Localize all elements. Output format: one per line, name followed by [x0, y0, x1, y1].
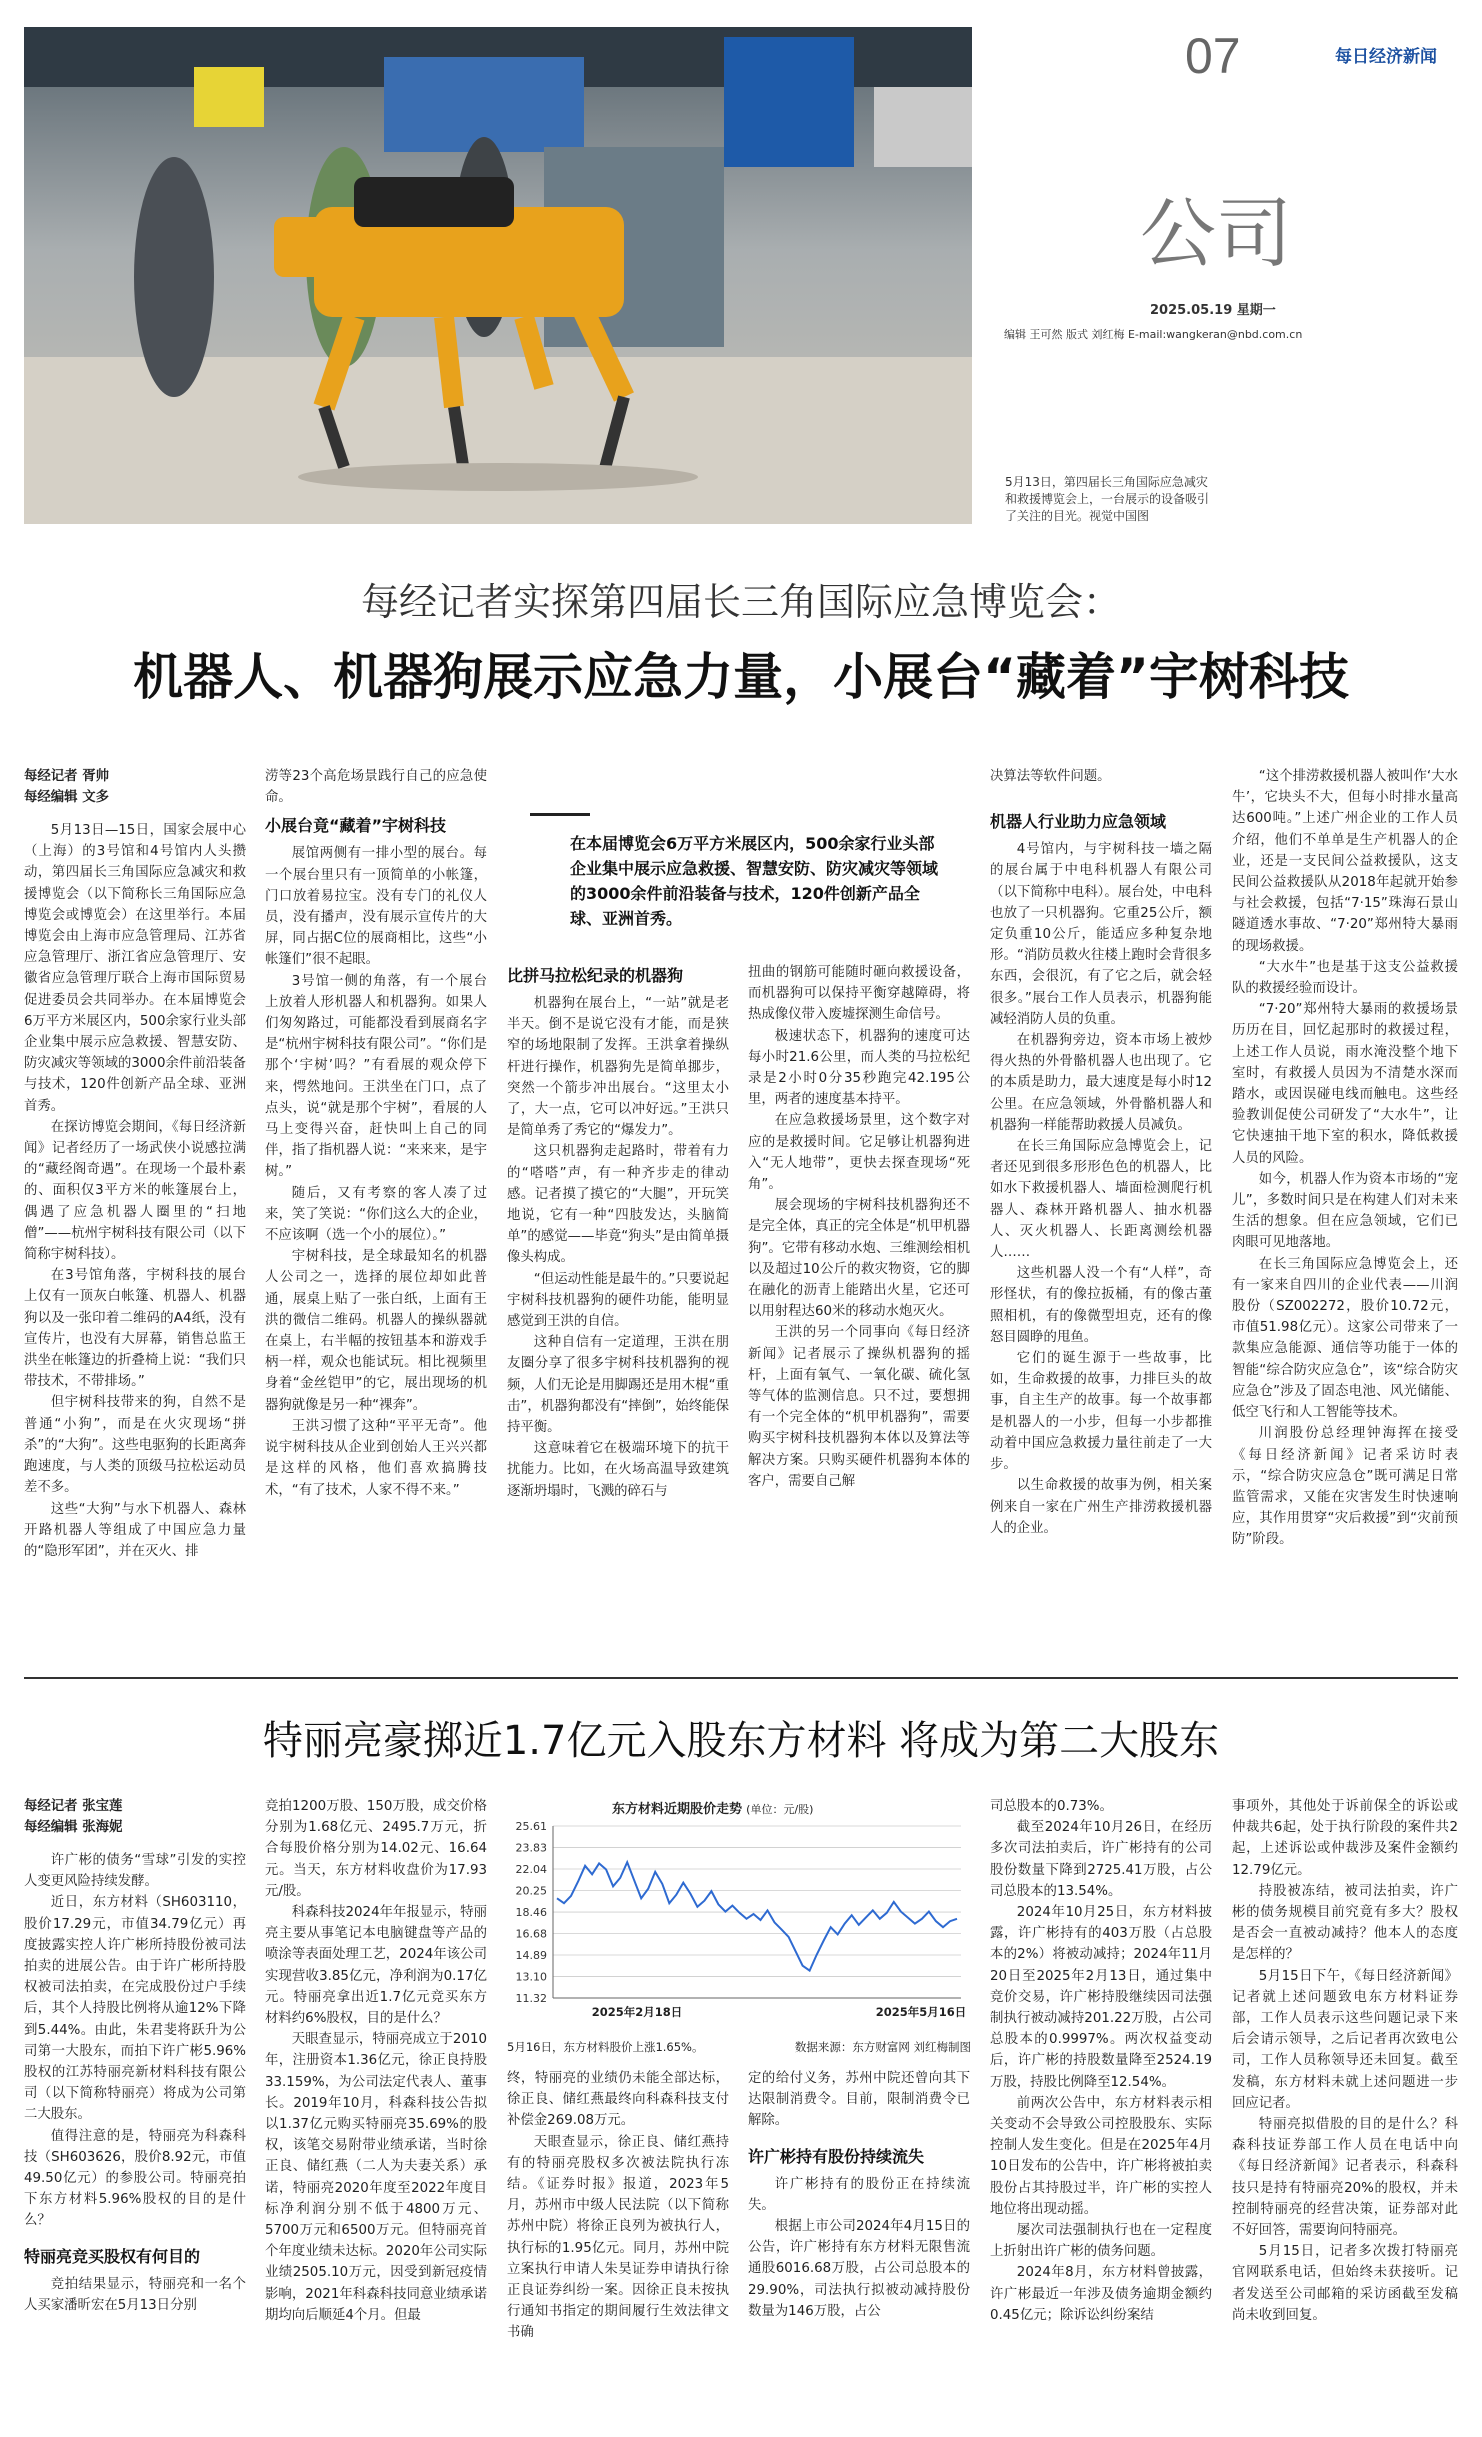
pull-quote: [530, 813, 950, 943]
chart-source: 数据来源：东方财富网 刘红梅制图: [794, 2040, 971, 2054]
paragraph: 这种自信有一定道理，王洪在朋友圈分享了很多宇树科技机器狗的视频，人们无论是用脚踢还是用木棍“重击”，机器狗都没有“摔倒”，始终能保持平衡。: [507, 1335, 729, 1436]
paragraph: 竞拍结果显示，特丽亮和一名个人买家潘昕宏在5月13日分别: [24, 2276, 246, 2313]
paragraph: 前两次公告中，东方材料表示相关变动不会导致公司控股股东、实际控制人发生变化。但是在2025年4月10日发布的公告中，许广彬将被拍卖股份占其持股过半，许广彬的实控人地位将出现动摇。: [990, 2095, 1212, 2217]
a1-col-4: [748, 962, 970, 1641]
paragraph: 终，特丽亮的业绩仍未能全部达标，徐正良、储红燕最终向科森科技支付补偿金269.08万元。: [507, 2071, 729, 2129]
y-tick-label: 20.25: [515, 1884, 547, 1898]
article1-headline: 机器人、机器狗展示应急力量，小展台“藏着”宇树科技: [133, 648, 1349, 706]
paragraph: 天眼查显示，徐正良、储红燕持有的特丽亮股权多次被法院执行冻结。《证券时报》报道，2023年5月，苏州市中级人民法院（以下简称苏州中院）将徐正良列为被执行人，执行标的1.95亿元。同月，苏州中院立案执行申请人朱昊证券申请执行徐正良证券纠纷一案。因徐正良未按执行通知书指定的期间履行生效法律文书确: [507, 2134, 729, 2341]
section-divider: [24, 1677, 1458, 1679]
article2-headline: 特丽亮豪掷近1.7亿元入股东方材料 将成为第二大股东: [262, 1718, 1220, 1764]
paragraph: 在机器狗旁边，资本市场上被炒得火热的外骨骼机器人也出现了。它的本质是助力，最大速度是每小时12公里。在应急领域，外骨骼机器人和机器狗一样能帮助救援人员减负。: [990, 1033, 1212, 1133]
paragraph: 许广彬的债务“雪球”引发的实控人变更风险持续发酵。: [24, 1853, 246, 1890]
expo-photo: [24, 27, 972, 524]
a2-subhead-2: 许广彬持有股份持续流失: [748, 2146, 925, 2166]
paragraph: 以生命救援的故事为例，相关案例来自一家在广州生产排涝救援机器人的企业。: [990, 1478, 1212, 1536]
paragraph: 2024年10月25日，东方材料披露，许广彬持有的403万股（占总股本的2%）将被动减持；2024年11月20日至2025年2月13日，通过集中竞价交易，许广彬持股继续因司法强制执行被动减持201.22万股，占公司总股本的0.9997%。两次权益变动后，许广彬的持股数量降至2524.19万股，持股比例降至12.54%。: [990, 1905, 1212, 2090]
a1-col-2: [265, 766, 487, 1641]
paragraph: 定的给付义务，苏州中院还曾向其下达限制消费令。目前，限制消费令已解除。: [748, 2071, 970, 2129]
paragraph: “大水牛”也是基于这支公益救援队的救援经验而设计。: [1232, 959, 1458, 997]
paragraph: 许广彬持有的股份正在持续流失。: [748, 2176, 970, 2213]
paragraph: 在3号馆角落，宇树科技的展台上仅有一顶灰白帐篷、机器人、机器狗以及一张印着二维码的A4纸，没有宣传片，也没有大屏幕，销售总监王洪坐在帐篷边的折叠椅上说：“我们只带技术，不带排场。”: [24, 1268, 246, 1390]
x-start-label: 2025年2月18日: [591, 2005, 683, 2019]
paragraph: 司总股本的0.73%。: [990, 1799, 1113, 1814]
paragraph: “7·20”郑州特大暴雨的救援场景历历在目，回忆起那时的救援过程，上述工作人员说，雨水淹没整个地下室时，有救援人员因为不清楚水深而踏水，或因误碰电线而触电。这些经验教训促使公司研发了“大水牛”，让它快速抽干地下室的积水，降低救援人员的风险。: [1232, 1002, 1458, 1166]
x-end-label: 2025年5月16日: [875, 2005, 967, 2019]
paragraph: 在长三角国际应急博览会上，还有一家来自四川的企业代表——川润股份（SZ002272，股价10.72元，市值51.98亿元）。这家公司带来了一款集应急能源、通信等功能于一体的智能“综合防灾应急仓”，该“综合防灾应急仓”涉及了固态电池、风光储能、低空飞行和人工智能等技术。: [1232, 1256, 1458, 1421]
y-tick-label: 18.46: [515, 1906, 547, 1920]
paragraph: 这只机器狗走起路时，带着有力的“嗒嗒”声，有一种齐步走的律动感。记者摸了摸它的“大腿”，开玩笑地说，它有一种“四肢发达，头脑简单”的感觉——毕竟“狗头”是由简单摄像头构成。: [507, 1144, 729, 1266]
a1-col-6: [1232, 766, 1458, 1641]
paragraph: 王洪习惯了这种“平平无奇”。他说宇树科技从企业到创始人王兴兴都是这样的风格，他们喜欢搞腾技术，“有了技术，人家不得不来。”: [265, 1418, 487, 1498]
paragraph: 展馆两侧有一排小型的展台。每一个展台里只有一顶简单的小帐篷，门口放着易拉宝。没有专门的礼仪人员，没有播声，没有展示宣传片的大屏，同占据C位的展商相比，这些“小帐篷们”很不起眼。: [265, 846, 487, 968]
pull-quote-text: 在本届博览会6万平方米展区内，500余家行业头部企业集中展示应急救援、智慧安防、防灾减灾等领域的3000余件前沿装备与技术，120件创新产品全球、亚洲首秀。: [570, 834, 939, 928]
article1-kicker: 每经记者实探第四届长三角国际应急博览会：: [360, 580, 1121, 624]
paragraph: 天眼查显示，特丽亮成立于2010年，注册资本1.36亿元，徐正良持股33.159%，为公司法定代表人、董事长。2019年10月，科森科技公告拟以1.37亿元购买特丽亮35.69%的股权，该笔交易附带业绩承诺，当时徐正良、储红燕（二人为夫妻关系）承诺，特丽亮2020年度至2022年度目标净利润分别不低于4800万元、5700万元和6500万元。但特丽亮首个年度业绩未达标。2020年公司实际业绩2505.10万元，因受到新冠疫情影响，2021年科森科技同意业绩承诺期均向后顺延4个月。但最: [265, 2032, 487, 2323]
y-tick-label: 16.68: [515, 1927, 547, 1941]
price-line-chart: [507, 1818, 971, 2033]
a2-editor: 每经编辑 张海妮: [24, 1820, 123, 1835]
a2-col-2: [265, 1796, 487, 2426]
paragraph: 值得注意的是，特丽亮为科森科技（SH603626，股价8.92元，市值49.50亿元）的参股公司。特丽亮拍下东方材料5.96%股权的目的是什么？: [24, 2128, 246, 2229]
a1-subhead-1: 小展台竟“藏着”宇树科技: [265, 816, 447, 836]
price-series-line: [557, 1862, 957, 1970]
paragraph: 在长三角国际应急博览会上，记者还见到很多形形色色的机器人，比如水下救援机器人、墙面检测爬行机器人、森林开路机器人、抽水机器人、灭火机器人、长距离测绘机器人……: [990, 1139, 1212, 1261]
a2-subhead-1: 特丽亮竞买股权有何目的: [24, 2246, 201, 2266]
paragraph: 决算法等软件问题。: [990, 769, 1111, 784]
section-title: 公司: [1140, 189, 1292, 278]
paragraph: 截至2024年10月26日，在经历多次司法拍卖后，许广彬持有的公司股份数量下降到2725.41万股，占公司总股本的13.54%。: [990, 1820, 1212, 1899]
paragraph: 在应急救援场景里，这个数字对应的是救援时间。它足够让机器狗进入“无人地带”，更快去探查现场“死角”。: [748, 1113, 970, 1193]
page-number: 07: [1185, 28, 1241, 84]
paragraph: 展会现场的宇树科技机器狗还不是完全体，真正的完全体是“机甲机器狗”。它带有移动水炮、三维测绘相机以及超过10公斤的救灾物资，它的脚在融化的沥青上能踏出火星，它还可以用射程达60米的移动水炮灭火。: [748, 1198, 970, 1320]
chart-title: 东方材料近期股价走势: [612, 1802, 743, 1817]
paragraph: 持股被冻结，被司法拍卖，许广彬的债务规模目前究竟有多大？股权是否会一直被动减持？他本人的态度是怎样的？: [1232, 1883, 1458, 1963]
paragraph: 近日，东方材料（SH603110，股价17.29元，市值34.79亿元）再度披露实控人许广彬所持股份被司法拍卖的进展公告。由于许广彬所持股权被司法拍卖，在完成股份过户手续后，其个人持股比例将从逾12%下降到5.44%。由此，朱君斐将跃升为公司第一大股东，而拍下许广彬5.96%股权的江苏特丽亮新材料科技有限公司（以下简称特丽亮）将成为公司第二大股东。: [24, 1895, 246, 2123]
paragraph: 在探访博览会期间，《每日经济新闻》记者经历了一场武侠小说感拉满的“藏经阁奇遇”。在现场一个最朴素的、面积仅3平方米的帐篷展台上，偶遇了应急机器人圈里的“扫地僧”——杭州宇树科技有限公司（以下简称宇树科技）。: [24, 1119, 246, 1263]
stock-chart: [507, 1796, 971, 2061]
a2-col-3: [507, 2068, 729, 2426]
a2-col-1: [24, 1796, 246, 2426]
paragraph: 川润股份总经理钟海挥在接受《每日经济新闻》记者采访时表示，“综合防灾应急仓”既可满足日常监管需求，又能在灾害发生时快速响应，其作用贯穿“灾后救援”到“灾前预防”阶段。: [1232, 1426, 1458, 1548]
paragraph: 随后，又有考察的客人凑了过来，笑了笑说：“你们这么大的企业，不应该啊（选一个小的展位）。”: [265, 1185, 487, 1244]
a1-editor: 每经编辑 文多: [24, 790, 110, 805]
photo-caption: 5月13日，第四届长三角国际应急减灾和救援博览会上，一台展示的设备吸引了关注的目光。视觉中国图: [1005, 475, 1210, 523]
paragraph: 但宇树科技带来的狗，自然不是普通“小狗”，而是在火灾现场“拼杀”的“大狗”。这些电驱狗的长距离奔跑速度，与人类的顶级马拉松运动员差不多。: [24, 1395, 246, 1496]
a1-col-5: [990, 766, 1212, 1641]
paragraph: 2024年8月，东方材料曾披露，许广彬最近一年涉及债务逾期金额约0.45亿元；除诉讼纠纷案结: [990, 2265, 1212, 2323]
y-tick-label: 22.04: [515, 1862, 547, 1876]
y-tick-label: 13.10: [515, 1970, 547, 1984]
robot-dog-photo-illustration: [24, 27, 972, 524]
y-tick-label: 25.61: [515, 1820, 547, 1833]
paragraph: 5月13日—15日，国家会展中心（上海）的3号馆和4号馆内人头攒动，第四届长三角国际应急减灾和救援博览会（以下简称长三角国际应急博览会或博览会）在这里举行。本届博览会由上海市应急管理局、江苏省应急管理厅、浙江省应急管理厅、安徽省应急管理厅联合上海市国际贸易促进委员会共同举办。在本届博览会6万平方米展区内，500余家行业头部企业集中展示应急救援、智慧安防、防灾减灾等领域的3000余件前沿装备与技术，120件创新产品全球、亚洲首秀。: [24, 823, 246, 1114]
chart-unit: (单位：元/股): [746, 1803, 814, 1816]
paragraph: 涝等23个高危场景践行自己的应急使命。: [265, 769, 487, 806]
issue-date: 2025.05.19 星期一: [1150, 303, 1276, 318]
paragraph: 3号馆一侧的角落，有一个展台上放着人形机器人和机器狗。如果人们匆匆路过，可能都没看到展商名字是“杭州宇树科技有限公司”。“你们是那个‘宇树’吗？”有看展的观众停下来，愕然地问。王洪坐在门口，点了点头，说“就是那个宇树”，看展的人马上变得兴奋，赶快叫上自己的同伴，指了指机器人说：“来来来，是宇树。”: [265, 973, 487, 1180]
paragraph: 竞拍1200万股、150万股，成交价格分别为1.68亿元、2495.7万元，折合每股价格分别为14.02元、16.64元。当天，东方材料收盘价为17.93元/股。: [265, 1799, 487, 1899]
paragraph: 科森科技2024年年报显示，特丽亮主要从事笔记本电脑键盘等产品的喷涂等表面处理工艺，2024年该公司实现营收3.85亿元，净利润为0.17亿元。特丽亮拿出近1.7亿元竞买东方材料约6%股权，目的是什么？: [265, 1905, 487, 2027]
a2-reporter: 每经记者 张宝莲: [24, 1799, 123, 1814]
a1-subhead-3: 机器人行业助力应急领域: [990, 812, 1167, 832]
paper-name: 每日经济新闻: [1335, 47, 1437, 67]
paragraph: 屡次司法强制执行也在一定程度上折射出许广彬的债务问题。: [990, 2223, 1212, 2260]
paragraph: 王洪的另一个同事向《每日经济新闻》记者展示了操纵机器狗的摇杆，上面有氧气、一氧化碳、硫化氢等气体的监测信息。只不过，要想拥有一个完全体的“机甲机器狗”，需要购买宇树科技机器狗本体以及算法等解决方案。只购买硬件机器狗本体的客户，需要自己解: [748, 1325, 970, 1489]
a1-col-1: [24, 766, 246, 1641]
editor-line: 编辑 王可然 版式 刘红梅 E-mail:wangkeran@nbd.com.cn: [1004, 328, 1303, 341]
paragraph: 如今，机器人作为资本市场的“宠儿”，多数时间只是在构建人们对未来生活的想象。但在应急领域，它们已肉眼可见地落地。: [1232, 1171, 1458, 1251]
paragraph: 扭曲的钢筋可能随时砸向救援设备，而机器狗可以保持平衡穿越障碍，将热成像仪带入废墟探测生命信号。: [748, 965, 970, 1023]
a2-col-5: [990, 1796, 1212, 2426]
paragraph: “但运动性能是最牛的。”只要说起宇树科技机器狗的硬件功能，能明显感觉到王洪的自信。: [507, 1271, 729, 1330]
paragraph: 极速状态下，机器狗的速度可达每小时21.6公里，而人类的马拉松纪录是2小时0分35秒跑完42.195公里，两者的速度基本持平。: [748, 1028, 970, 1108]
paragraph: “这个排涝救援机器人被叫作‘大水牛’，它块头不大，但每小时排水量高达600吨。”上述广州企业的工作人员介绍，他们不单单是生产机器人的企业，还是一支民间公益救援队，这支民间公益救援队从2018年起就开始参与社会救援，包括“7·15”珠海石景山隧道透水事故、“7·20”郑州特大暴雨的现场救援。: [1232, 769, 1458, 954]
paragraph: 宇树科技，是全球最知名的机器人公司之一，选择的展位却如此普通，展桌上贴了一张白纸，上面有王洪的微信二维码。机器人的操纵器就在桌上，右半幅的按钮基本和游戏手柄一样，观众也能试玩。相比视频里身着“金丝铠甲”的它，展出现场的机器狗就像是另一种“裸奔”。: [265, 1249, 487, 1413]
a1-col-3: [507, 958, 729, 1641]
chart-note: 5月16日，东方材料股价上涨1.65%。: [507, 2040, 704, 2054]
paragraph: 根据上市公司2024年4月15日的公告，许广彬持有东方材料无限售流通股6016.68万股，占公司总股本的29.90%，司法执行拟被动减持股份数量为146万股，占公: [748, 2219, 970, 2319]
a2-col-4: [748, 2068, 970, 2426]
paragraph: 机器狗在展台上，“一站”就是老半天。倒不是说它没有才能，而是狭窄的场地限制了发挥。王洪拿着操纵杆进行操作，机器狗先是简单挪步，突然一个箭步冲出展台。“这里太小了，大一点，它可以冲好远。”王洪只是简单秀了秀它的“爆发力”。: [507, 996, 729, 1139]
pull-quote-rule: [530, 813, 590, 816]
paragraph: 它们的诞生源于一些故事，比如，生命救援的故事，力排巨头的故事，自主生产的故事。每一个故事都是机器人的一小步，但每一小步都推动着中国应急救援力量往前走了一大步。: [990, 1351, 1212, 1473]
paragraph: 事项外，其他处于诉前保全的诉讼或仲裁共6起，处于执行阶段的案件共2起，上述诉讼或仲裁涉及案件金额约12.79亿元。: [1232, 1799, 1458, 1878]
paragraph: 5月15日，记者多次拨打特丽亮官网联系电话，但始终未获接听。记者发送至公司邮箱的采访函截至发稿尚未收到回复。: [1232, 2244, 1458, 2323]
paragraph: 4号馆内，与宇树科技一墙之隔的展台属于中电科机器人有限公司（以下简称中电科）。展台处，中电科也放了一只机器狗。它重25公斤，额定负重10公斤，能适应多种复杂地形。“消防员救火往楼上跑时会背很多东西，会很沉，有了它之后，就会轻很多。”展台工作人员表示，机器狗能减轻消防人员的负重。: [990, 842, 1212, 1027]
a1-reporter: 每经记者 胥帅: [24, 769, 110, 784]
paragraph: 这些“大狗”与水下机器人、森林开路机器人等组成了中国应急力量的“隐形军团”，并在灭火、排: [24, 1501, 246, 1559]
paragraph: 5月15日下午，《每日经济新闻》记者就上述问题致电东方材料证券部，工作人员表示这些问题记录下来后会请示领导，之后记者再次致电公司，工作人员称领导还未回复。截至发稿，东方材料未就上述问题进一步回应记者。: [1232, 1968, 1458, 2111]
paragraph: 特丽亮拟借股的目的是什么？科森科技证券部工作人员在电话中向《每日经济新闻》记者表示，科森科技只是持有特丽亮20%的股权，并未控制特丽亮的经营决策，证券部对此不好回答，需要询问特丽亮。: [1232, 2117, 1458, 2239]
a2-col-6: [1232, 1796, 1458, 2426]
a1-subhead-2: 比拼马拉松纪录的机器狗: [507, 966, 684, 985]
chart-title-row: [612, 1798, 813, 1817]
y-tick-label: 23.83: [515, 1841, 547, 1855]
paragraph: 这意味着它在极端环境下的抗干扰能力。比如，在火场高温导致建筑逐渐坍塌时，飞溅的碎石与: [507, 1441, 729, 1499]
y-tick-label: 14.89: [515, 1949, 547, 1963]
y-tick-label: 11.32: [515, 1992, 547, 2005]
paragraph: 这些机器人没一个有“人样”，奇形怪状，有的像拉扳桶，有的像古董照相机，有的像微型坦克，还有的像怒目圆睁的甩鱼。: [990, 1266, 1212, 1345]
